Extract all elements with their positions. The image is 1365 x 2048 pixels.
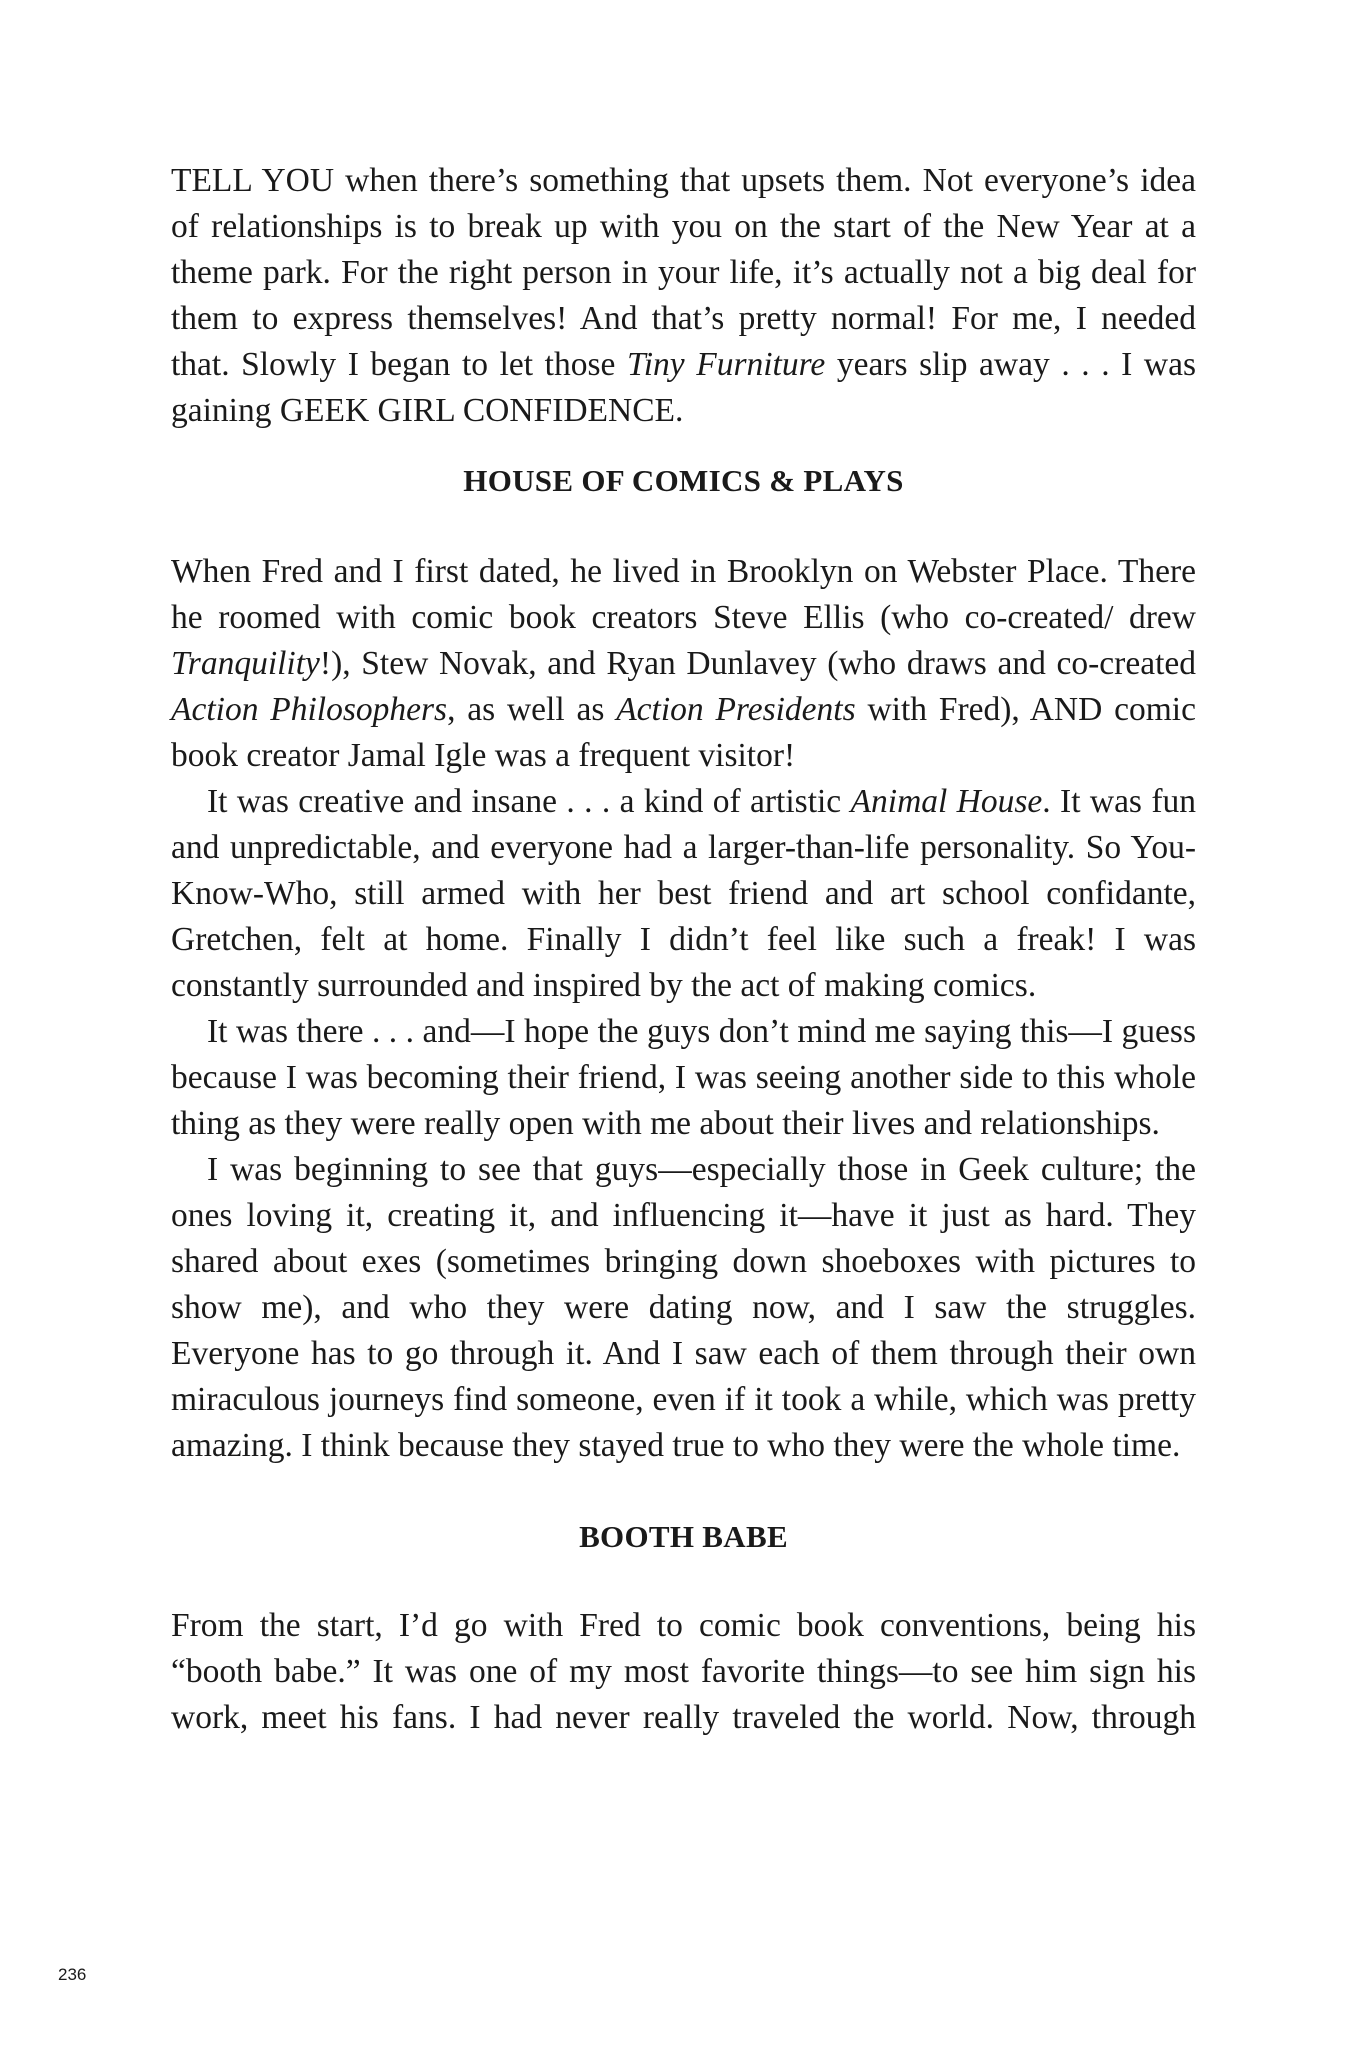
page-body	[171, 158, 1196, 1741]
text-run: !), Stew Novak, and Ryan Dunlavey (who draws and co-created	[319, 645, 1196, 682]
text-run: It was creative and insane . . . a kind of artistic	[207, 783, 851, 820]
section-heading-house-of-comics: HOUSE OF COMICS & PLAYS	[463, 463, 904, 498]
text-run: , as well as	[447, 691, 617, 728]
section1-paragraph-2	[171, 779, 1196, 1009]
section2-paragraph-1: From the start, I’d go with Fred to comic book conventions, being his “booth babe.” It was one of my most favorite things—to see him sign his work, meet his fans. I had never really traveled the world. Now, through	[171, 1607, 1196, 1736]
italic-title: Tranquility	[171, 645, 320, 682]
italic-title: Action Philosophers	[171, 691, 448, 728]
italic-title: Animal House	[850, 783, 1043, 820]
section-heading-booth-babe: BOOTH BABE	[579, 1519, 788, 1554]
section1-paragraph-4: I was beginning to see that guys—especially those in Geek culture; the ones loving it, creating it, and influencing it—have it just as hard. They shared about exes (sometimes bringing down shoeboxes with pictures to show me), and who they were dating now, and I saw the struggles. Everyone has to go through it. And I saw each of them through their own miraculous journeys find someone, even if it took a while, which was pretty amazing. I think because they stayed true to who they were the whole time.	[171, 1151, 1196, 1464]
section1-paragraph-3: It was there . . . and—I hope the guys don’t mind me saying this—I guess because I was becoming their friend, I was seeing another side to this whole thing as they were really open with me about their lives and relationships.	[171, 1013, 1196, 1142]
intro-paragraph	[171, 158, 1196, 434]
text-run: with Fred), AND comic book creator Jamal Igle was a frequent visitor!	[171, 691, 1196, 774]
text-run: When Fred and I first dated, he lived in Brooklyn on Webster Place. There he roomed with comic book creators Steve Ellis (who co-created/ drew	[171, 553, 1196, 636]
intro-text: TELL YOU when there’s something that upsets them. Not everyone’s idea of relationships is to break up with you on the start of the New Year at a theme park. For the right person in your life, it’s actually not a big deal for them to express themselves! And that’s pretty normal! For me, I needed that. Slowly I began to let those	[171, 162, 1196, 383]
intro-italic-title: Tiny Furniture	[626, 346, 826, 383]
text-run: . It was fun and unpredictable, and everyone had a larger-than-life personality. So You-Know-Who, still armed with her best friend and art school confidante, Gretchen, felt at home. Finally I didn’t feel like such a freak! I was constantly surrounded and inspired by the act of making comics.	[171, 783, 1196, 1004]
italic-title: Action Presidents	[616, 691, 856, 728]
page-number: 236	[58, 1965, 87, 1984]
intro-text-end: years slip away . . . I was gaining GEEK GIRL CONFIDENCE.	[171, 346, 1196, 429]
section1-paragraph-1	[171, 549, 1196, 779]
